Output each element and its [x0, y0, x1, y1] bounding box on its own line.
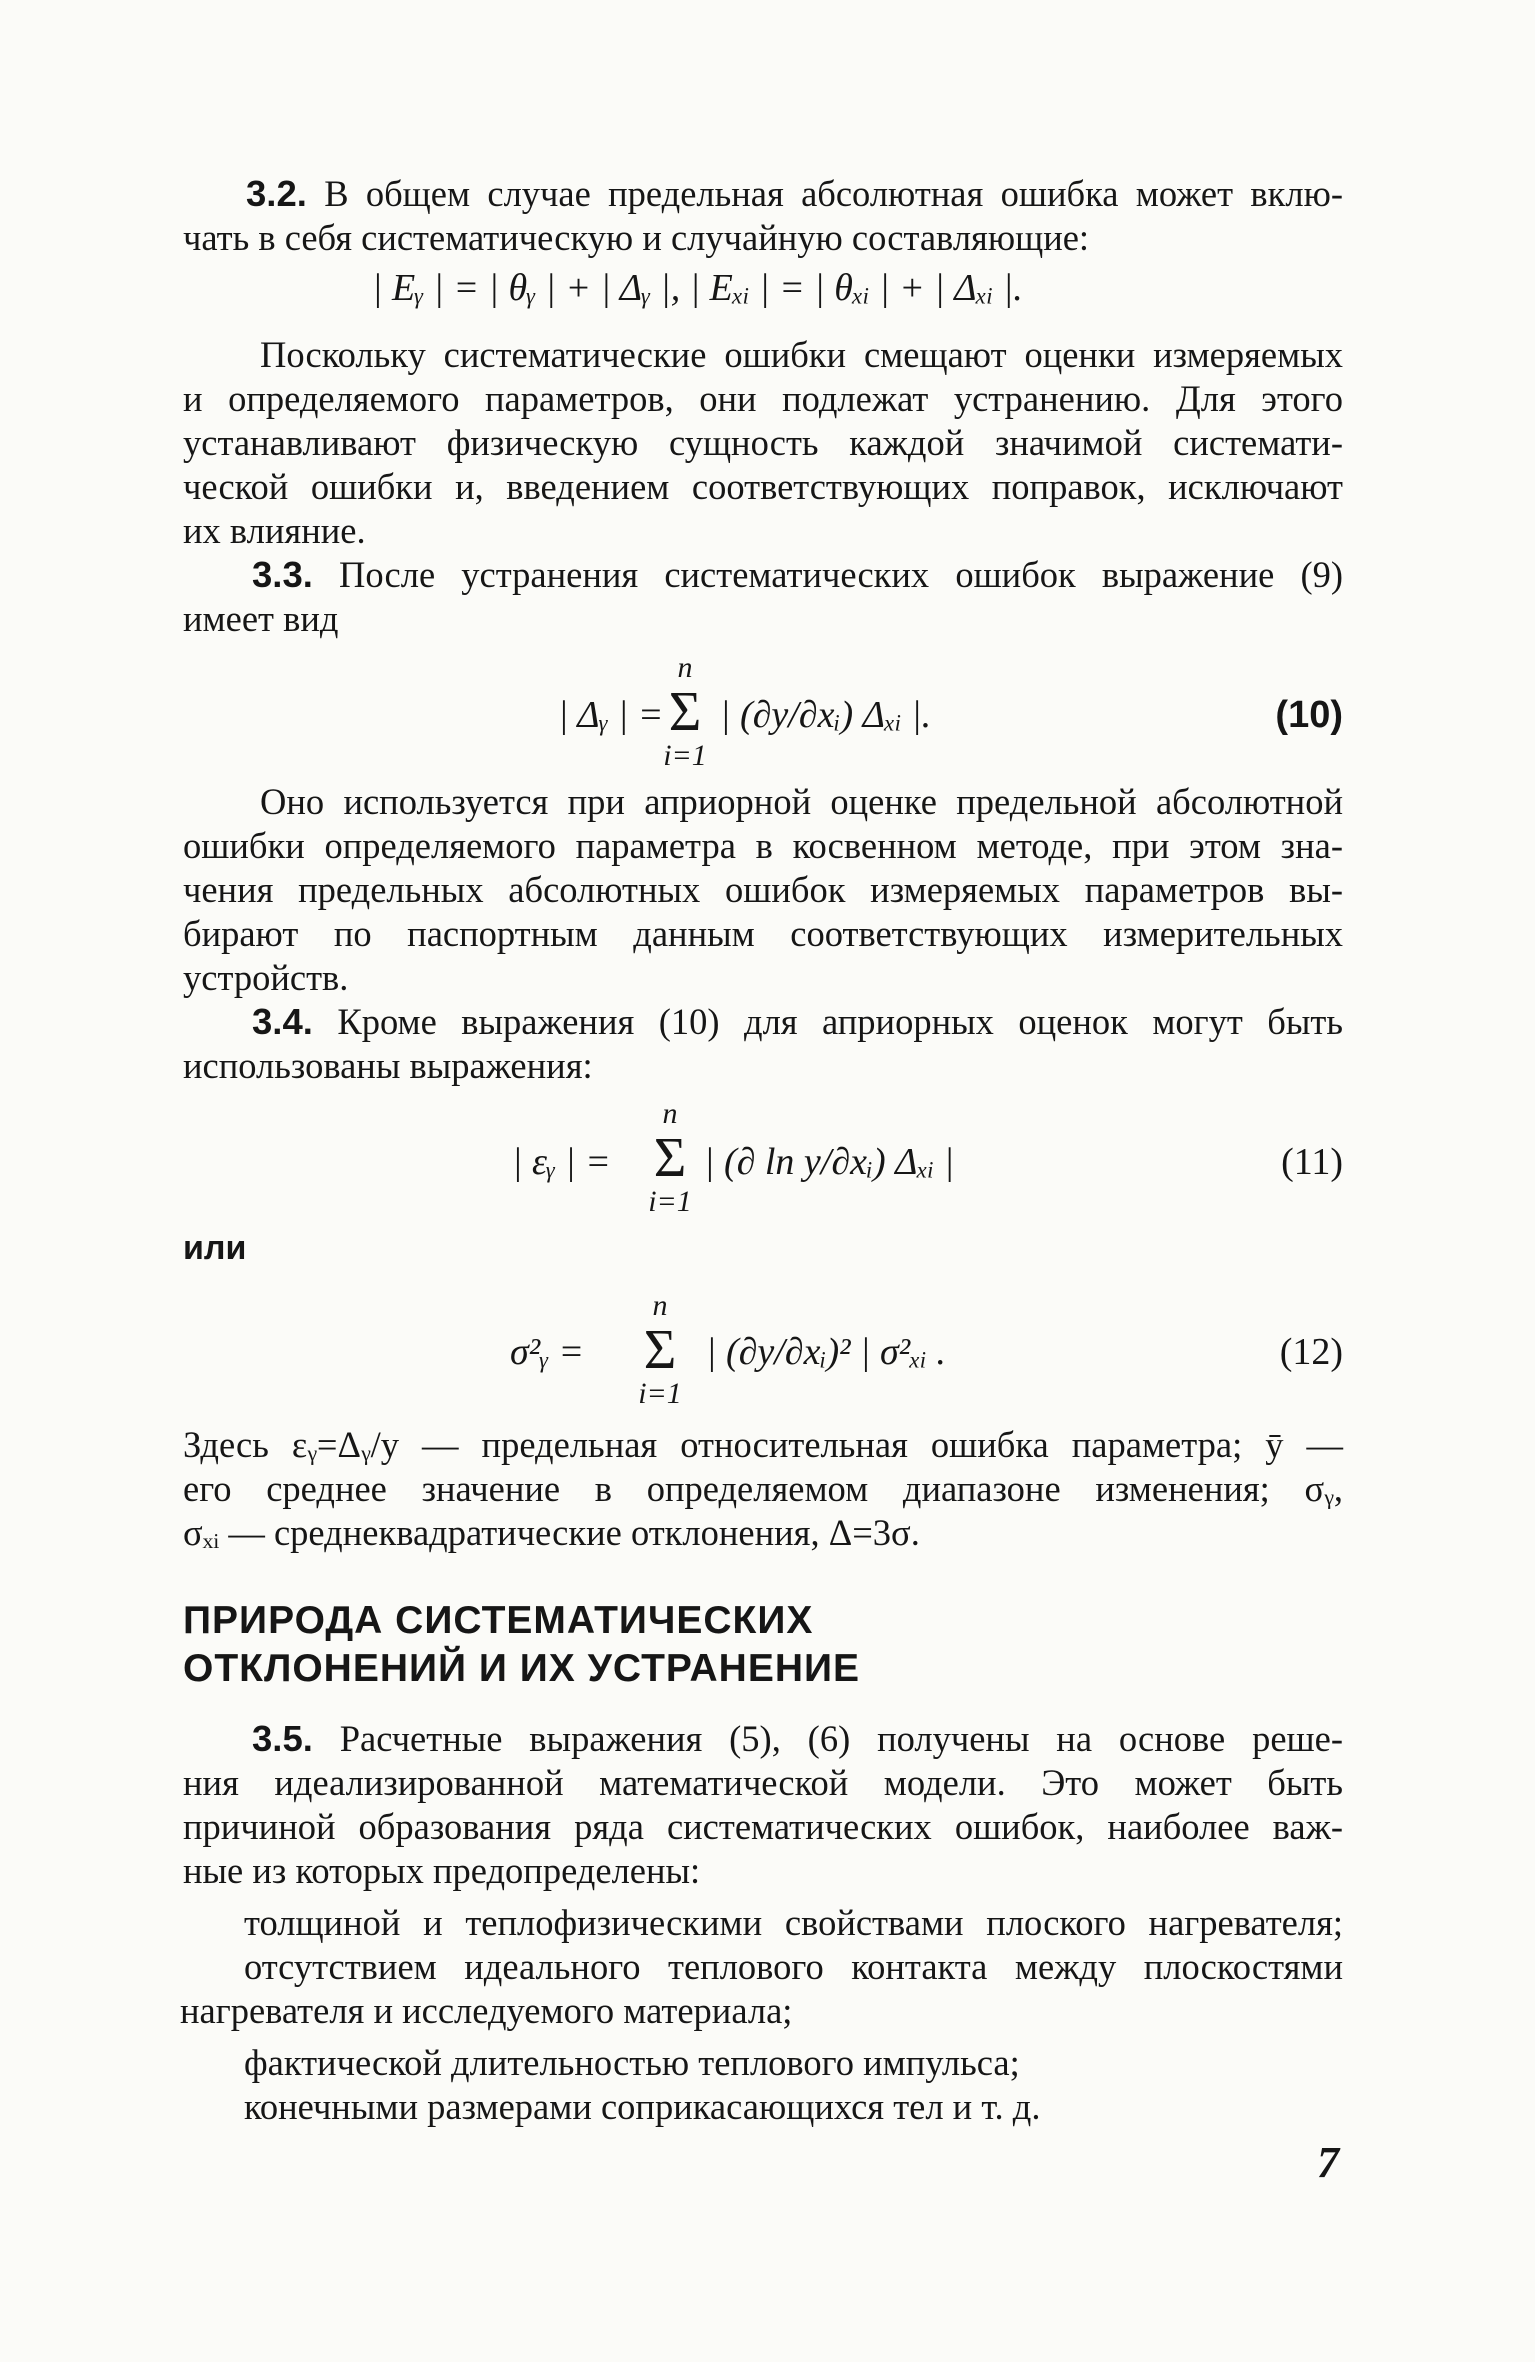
formula-lhs: | εᵧ | =	[512, 1141, 611, 1183]
section-number: 3.3.	[252, 554, 313, 595]
paragraph-line: причиной образования ряда систематических ошибок, наиболее важ-	[183, 1806, 1343, 1847]
list-item: толщиной и теплофизическими свойствами плоского нагревателя;	[244, 1902, 1343, 1943]
section-heading-line-2: ОТКЛОНЕНИЙ И ИХ УСТРАНЕНИЕ	[183, 1647, 861, 1690]
formula-rhs: | (∂y/∂xᵢ)² | σ²ₓᵢ .	[706, 1331, 946, 1373]
paragraph-line: σₓᵢ — среднеквадратические отклонения, Δ=3σ.	[183, 1512, 920, 1553]
page-number: 7	[1317, 2138, 1339, 2187]
section-number: 3.4.	[252, 1001, 313, 1042]
section-number: 3.5.	[252, 1718, 313, 1759]
paragraph-line: Оно используется при априорной оценке предельной абсолютной	[260, 781, 1343, 822]
list-item: отсутствием идеального теплового контакта между плоскостями	[244, 1946, 1343, 1987]
paragraph-line: ошибки определяемого параметра в косвенном методе, при этом зна-	[183, 825, 1343, 866]
paragraph-line: бирают по паспортным данным соответствующих измерительных	[183, 913, 1343, 954]
equation-number: (10)	[1275, 694, 1343, 736]
section-heading-line-1: ПРИРОДА СИСТЕМАТИЧЕСКИХ	[183, 1599, 814, 1642]
section-3-5-line-1: 3.5. Расчетные выражения (5), (6) получены на основе реше-	[252, 1718, 1343, 1759]
section-3-4-line-2: использованы выражения:	[183, 1045, 593, 1086]
paragraph-line: его среднее значение в определяемом диапазоне изменения; σᵧ,	[183, 1468, 1343, 1509]
sum-sign: n Σ i=1	[648, 1097, 692, 1218]
paragraph-line: их влияние.	[183, 510, 366, 551]
formula-lhs: | Δᵧ | =	[558, 694, 664, 736]
section-3-3-line-2: имеет вид	[183, 598, 339, 639]
formula-lhs: σ²ᵧ =	[510, 1331, 585, 1373]
sum-sign: n Σ i=1	[663, 651, 707, 772]
section-3-3-line-1: 3.3. После устранения систематических ошибок выражение (9)	[252, 554, 1343, 595]
paragraph-line: устанавливают физическую сущность каждой значимой системати-	[183, 422, 1343, 463]
equation-number: (11)	[1281, 1141, 1343, 1183]
paragraph-line: Здесь εᵧ=Δᵧ/y — предельная относительная ошибка параметра; ȳ —	[183, 1424, 1343, 1465]
list-item-continuation: нагревателя и исследуемого материала;	[180, 1990, 793, 2031]
paragraph-line: ные из которых предопределены:	[183, 1850, 701, 1891]
paragraph-line: ния идеализированной математической модели. Это может быть	[183, 1762, 1343, 1803]
section-number: 3.2.	[246, 173, 307, 214]
sum-sign: n Σ i=1	[638, 1289, 682, 1410]
paragraph-line: Поскольку систематические ошибки смещают оценки измеряемых	[260, 334, 1343, 375]
paragraph-line: устройств.	[183, 957, 349, 998]
formula-rhs: | (∂ ln y/∂xᵢ) Δₓᵢ |	[704, 1141, 955, 1183]
paragraph-line: и определяемого параметров, они подлежат устранению. Для этого	[183, 378, 1343, 419]
list-item: конечными размерами соприкасающихся тел и т. д.	[244, 2086, 1041, 2127]
paragraph-line: чения предельных абсолютных ошибок измеряемых параметров вы-	[183, 869, 1343, 910]
word-or: или	[183, 1229, 247, 1267]
equation-number: (12)	[1279, 1331, 1343, 1373]
list-item: фактической длительностью теплового импульса;	[244, 2042, 1020, 2083]
section-3-2-line-2: чать в себя систематическую и случайную составляющие:	[183, 217, 1090, 258]
section-3-2-line-1: 3.2. В общем случае предельная абсолютная ошибка может вклю-	[246, 173, 1343, 214]
section-3-4-line-1: 3.4. Кроме выражения (10) для априорных оценок могут быть	[252, 1001, 1343, 1042]
paragraph-line: ческой ошибки и, введением соответствующих поправок, исключают	[183, 466, 1343, 507]
formula-error-components: | Eᵧ | = | θᵧ | + | Δᵧ |, | Eₓᵢ | = | θₓᵢ | + | Δₓᵢ |.	[372, 267, 1023, 309]
formula-rhs: | (∂y/∂xᵢ) Δₓᵢ |.	[720, 694, 932, 736]
